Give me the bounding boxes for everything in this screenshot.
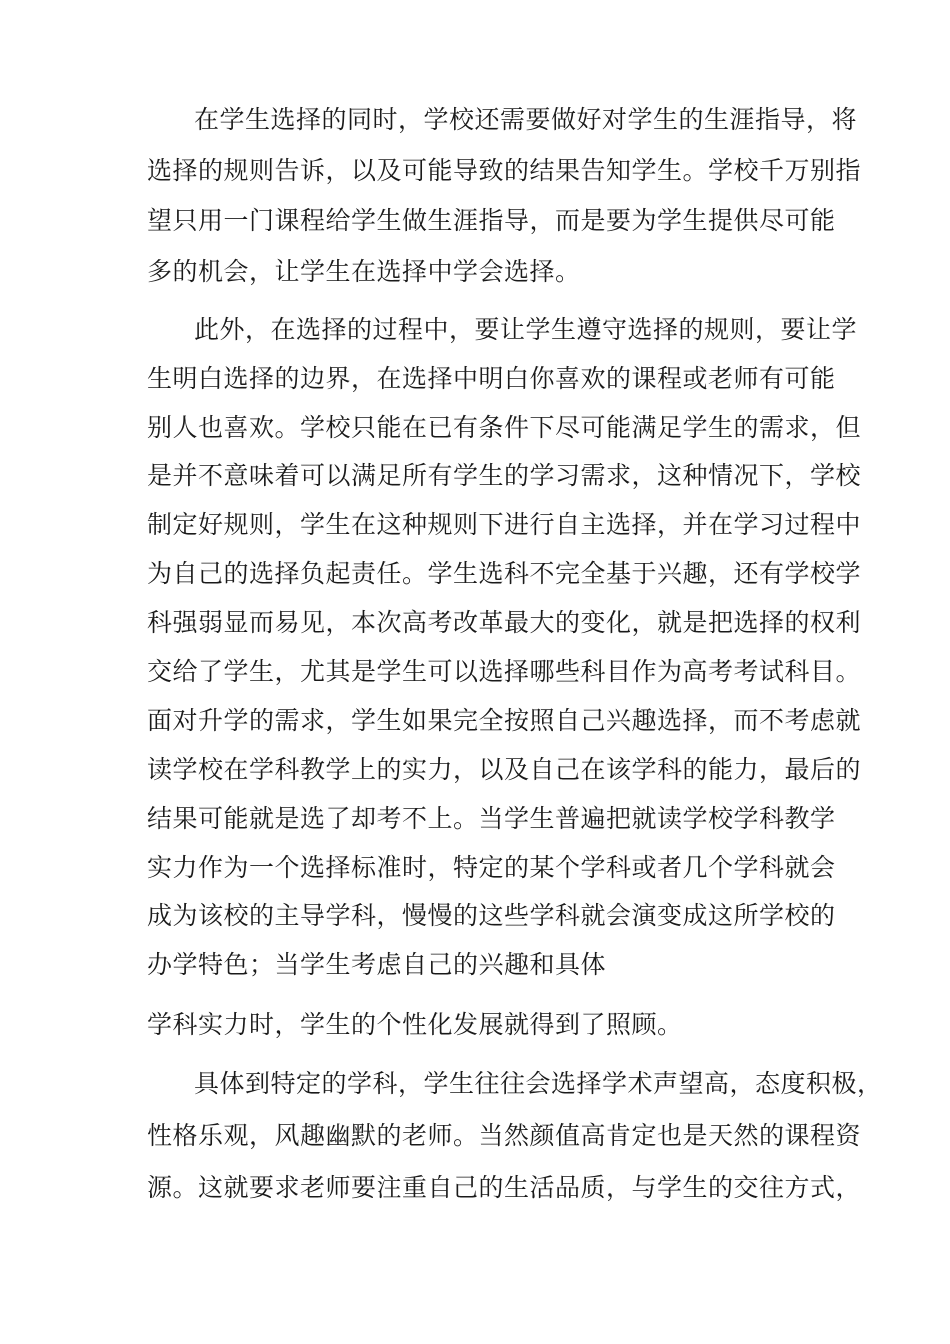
paragraph-2-line-14: 办学特色；当学生考虑自己的兴趣和具体	[147, 950, 607, 979]
paragraph-2-line-8: 交给了学生，尤其是学生可以选择哪些科目作为高考考试科目。	[147, 657, 862, 686]
paragraph-3-line-2: 性格乐观，风趣幽默的老师。当然颜值高肯定也是天然的课程资	[147, 1121, 862, 1150]
paragraph-2-line-7: 科强弱显而易见，本次高考改革最大的变化，就是把选择的权利	[147, 608, 862, 637]
paragraph-2-line-5: 制定好规则，学生在这种规则下进行自主选择，并在学习过程中	[147, 510, 862, 539]
paragraph-2-line-4: 是并不意味着可以满足所有学生的学习需求，这种情况下，学校	[147, 461, 862, 490]
paragraph-2-line-2: 生明白选择的边界，在选择中明白你喜欢的课程或老师有可能	[147, 364, 836, 393]
paragraph-2-line-13: 成为该校的主导学科，慢慢的这些学科就会演变成这所学校的	[147, 901, 836, 930]
paragraph-2-line-6: 为自己的选择负起责任。学生选科不完全基于兴趣，还有学校学	[147, 559, 862, 588]
paragraph-2-line-9: 面对升学的需求，学生如果完全按照自己兴趣选择，而不考虑就	[147, 706, 862, 735]
paragraph-2-line-15: 学科实力时，学生的个性化发展就得到了照顾。	[147, 1010, 683, 1039]
paragraph-2-line-10: 读学校在学科教学上的实力，以及自己在该学科的能力，最后的	[147, 755, 862, 784]
paragraph-3-line-1: 具体到特定的学科，学生往往会选择学术声望高，态度积极，	[194, 1069, 883, 1098]
paragraph-3-line-3: 源。这就要求老师要注重自己的生活品质，与学生的交往方式，	[147, 1173, 862, 1202]
paragraph-2-line-3: 别人也喜欢。学校只能在已有条件下尽可能满足学生的需求，但	[147, 413, 862, 442]
paragraph-2-line-1: 此外，在选择的过程中，要让学生遵守选择的规则，要让学	[194, 315, 858, 344]
paragraph-1-line-2: 选择的规则告诉，以及可能导致的结果告知学生。学校千万别指	[147, 156, 862, 185]
paragraph-1-line-4: 多的机会，让学生在选择中学会选择。	[147, 257, 581, 286]
paragraph-1-line-3: 望只用一门课程给学生做生涯指导，而是要为学生提供尽可能	[147, 206, 836, 235]
paragraph-2-line-11: 结果可能就是选了却考不上。当学生普遍把就读学校学科教学	[147, 804, 836, 833]
paragraph-1-line-1: 在学生选择的同时，学校还需要做好对学生的生涯指导，将	[194, 105, 858, 134]
paragraph-2-line-12: 实力作为一个选择标准时，特定的某个学科或者几个学科就会	[147, 853, 836, 882]
